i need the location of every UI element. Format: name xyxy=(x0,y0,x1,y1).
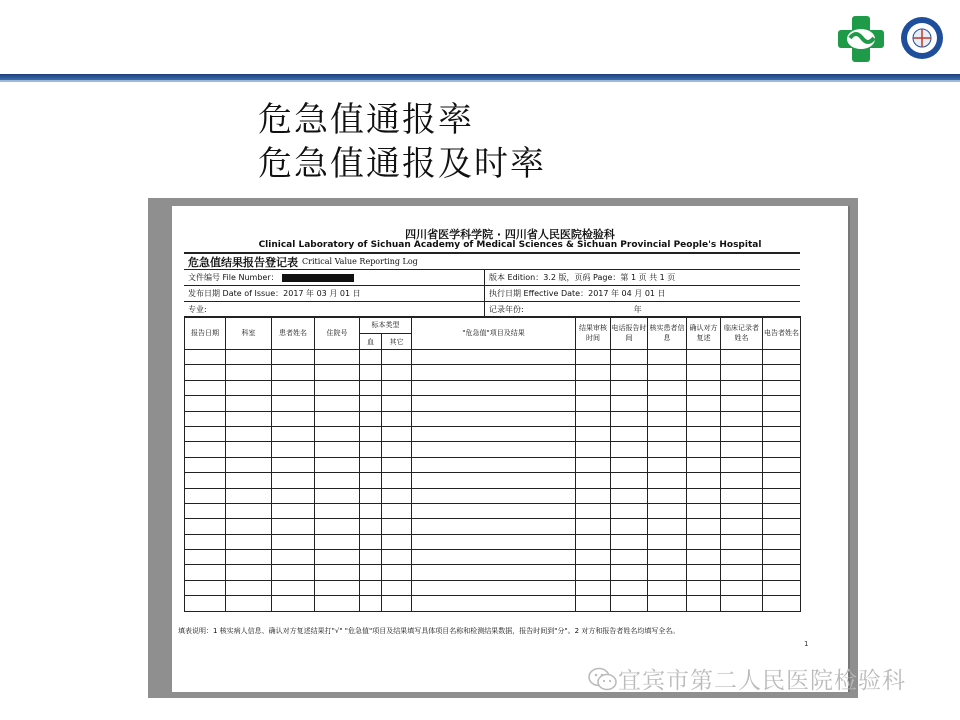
table-cell xyxy=(226,411,272,426)
table-cell xyxy=(315,580,360,595)
table-cell xyxy=(360,426,382,441)
table-cell xyxy=(382,473,412,488)
table-row xyxy=(185,426,801,441)
table-row xyxy=(185,473,801,488)
table-cell xyxy=(185,426,226,441)
table-cell xyxy=(185,457,226,472)
table-cell xyxy=(721,534,763,549)
table-cell xyxy=(687,350,721,365)
table-row xyxy=(185,580,801,595)
table-cell xyxy=(687,550,721,565)
table-cell xyxy=(611,442,648,457)
table-cell xyxy=(687,565,721,580)
table-cell xyxy=(226,380,272,395)
table-cell xyxy=(272,565,315,580)
table-cell xyxy=(272,442,315,457)
table-cell xyxy=(687,457,721,472)
form-title-cn: 危急值结果报告登记表 xyxy=(188,255,298,269)
col-report-date: 报告日期 xyxy=(185,317,226,350)
table-row xyxy=(185,503,801,518)
table-cell xyxy=(721,350,763,365)
table-cell xyxy=(611,411,648,426)
col-recorder-name: 临床记录者姓名 xyxy=(721,317,763,350)
col-sample-type: 标本类型 xyxy=(360,317,412,334)
redaction-bar xyxy=(282,274,354,282)
table-cell xyxy=(721,596,763,611)
col-item-result: "危急值"项目及结果 xyxy=(412,317,576,350)
form-info-block xyxy=(184,252,800,318)
col-blood: 血 xyxy=(360,334,382,350)
table-cell xyxy=(315,426,360,441)
table-cell xyxy=(315,519,360,534)
table-cell xyxy=(185,488,226,503)
table-cell xyxy=(763,488,801,503)
table-cell xyxy=(360,350,382,365)
table-cell xyxy=(648,550,687,565)
table-cell xyxy=(382,596,412,611)
table-cell xyxy=(721,411,763,426)
table-cell xyxy=(226,473,272,488)
table-cell xyxy=(272,426,315,441)
table-cell xyxy=(648,503,687,518)
table-cell xyxy=(648,380,687,395)
table-cell xyxy=(272,350,315,365)
table-cell xyxy=(226,488,272,503)
table-row xyxy=(185,350,801,365)
table-cell xyxy=(721,442,763,457)
table-cell xyxy=(360,442,382,457)
table-cell xyxy=(763,580,801,595)
table-cell xyxy=(412,473,576,488)
table-cell xyxy=(721,365,763,380)
wechat-icon xyxy=(588,666,618,692)
table-cell xyxy=(576,380,611,395)
table-cell xyxy=(611,365,648,380)
table-cell xyxy=(648,396,687,411)
table-cell xyxy=(185,365,226,380)
table-cell xyxy=(315,396,360,411)
col-patient-name: 患者姓名 xyxy=(272,317,315,350)
table-cell xyxy=(721,488,763,503)
table-cell xyxy=(412,365,576,380)
table-cell xyxy=(576,519,611,534)
table-cell xyxy=(576,473,611,488)
table-cell xyxy=(611,473,648,488)
table-cell xyxy=(382,534,412,549)
table-cell xyxy=(687,411,721,426)
table-cell xyxy=(648,596,687,611)
table-cell xyxy=(687,519,721,534)
col-verify-info: 核实患者信息 xyxy=(648,317,687,350)
table-cell xyxy=(226,442,272,457)
table-cell xyxy=(721,380,763,395)
issue-date: 发布日期 Date of Issue：2017 年 03 月 01 日 xyxy=(188,289,361,298)
table-cell xyxy=(315,350,360,365)
critical-value-log-table xyxy=(184,316,801,612)
table-cell xyxy=(315,473,360,488)
scanned-form xyxy=(172,206,850,692)
table-cell xyxy=(226,550,272,565)
hospital-logo xyxy=(838,16,884,62)
table-cell xyxy=(360,365,382,380)
table-cell xyxy=(687,473,721,488)
table-cell xyxy=(412,442,576,457)
table-cell xyxy=(412,488,576,503)
table-cell xyxy=(185,442,226,457)
table-cell xyxy=(315,442,360,457)
table-cell xyxy=(648,411,687,426)
table-cell xyxy=(360,519,382,534)
table-cell xyxy=(721,426,763,441)
table-cell xyxy=(360,550,382,565)
table-cell xyxy=(315,534,360,549)
table-cell xyxy=(648,426,687,441)
table-cell xyxy=(226,365,272,380)
table-cell xyxy=(763,473,801,488)
table-row xyxy=(185,534,801,549)
table-cell xyxy=(382,350,412,365)
table-cell xyxy=(611,534,648,549)
table-cell xyxy=(315,503,360,518)
table-row xyxy=(185,365,801,380)
table-cell xyxy=(763,596,801,611)
table-cell xyxy=(185,350,226,365)
table-cell xyxy=(687,580,721,595)
table-cell xyxy=(382,457,412,472)
table-cell xyxy=(611,565,648,580)
form-instructions: 填表说明：1 核实病人信息、确认对方复述结果打"√" "危急值"项目及结果填写具体项目名称和检测结果数据，报告时间到"分"。2 对方和报告者姓名均填写全名。 xyxy=(178,627,680,635)
table-row xyxy=(185,380,801,395)
table-cell xyxy=(648,488,687,503)
university-emblem xyxy=(900,16,944,60)
table-cell xyxy=(763,457,801,472)
table-cell xyxy=(226,426,272,441)
table-cell xyxy=(721,550,763,565)
col-department: 科室 xyxy=(226,317,272,350)
table-cell xyxy=(272,503,315,518)
institution-name-en: Clinical Laboratory of Sichuan Academy of Medical Sciences & Sichuan Provincial People's Hospital xyxy=(258,240,762,250)
title-line-1: 危急值通报率 xyxy=(258,100,474,140)
table-cell xyxy=(648,365,687,380)
table-cell xyxy=(360,488,382,503)
table-cell xyxy=(576,580,611,595)
record-year-label: 记录年份: xyxy=(489,305,524,314)
table-cell xyxy=(226,534,272,549)
table-cell xyxy=(576,396,611,411)
table-cell xyxy=(412,411,576,426)
table-cell xyxy=(315,380,360,395)
table-cell xyxy=(763,519,801,534)
table-cell xyxy=(763,396,801,411)
table-row xyxy=(185,457,801,472)
table-cell xyxy=(611,519,648,534)
table-cell xyxy=(360,457,382,472)
table-cell xyxy=(611,550,648,565)
watermark-text: 宜宾市第二人民医院检验科 xyxy=(618,668,906,694)
table-cell xyxy=(315,550,360,565)
table-cell xyxy=(687,426,721,441)
table-cell xyxy=(648,473,687,488)
table-cell xyxy=(360,565,382,580)
table-cell xyxy=(763,550,801,565)
table-cell xyxy=(360,580,382,595)
table-cell xyxy=(360,473,382,488)
table-cell xyxy=(412,350,576,365)
table-cell xyxy=(185,565,226,580)
table-cell xyxy=(687,503,721,518)
table-cell xyxy=(226,396,272,411)
table-row xyxy=(185,550,801,565)
table-cell xyxy=(412,534,576,549)
table-cell xyxy=(272,488,315,503)
table-cell xyxy=(576,442,611,457)
effective-date: 执行日期 Effective Date：2017 年 04 月 01 日 xyxy=(484,286,800,301)
table-row xyxy=(185,519,801,534)
table-cell xyxy=(687,380,721,395)
table-cell xyxy=(763,534,801,549)
table-cell xyxy=(382,580,412,595)
table-cell xyxy=(648,350,687,365)
form-title-en: Critical Value Reporting Log xyxy=(302,257,418,266)
table-cell xyxy=(272,457,315,472)
table-cell xyxy=(226,350,272,365)
table-cell xyxy=(185,580,226,595)
table-cell xyxy=(611,488,648,503)
slide-title xyxy=(258,98,546,186)
file-number-label: 文件编号 File Number： xyxy=(188,273,279,282)
col-review-time: 结果审核时间 xyxy=(576,317,611,350)
year-char: 年 xyxy=(633,305,642,314)
table-cell xyxy=(576,457,611,472)
table-cell xyxy=(272,365,315,380)
table-cell xyxy=(382,365,412,380)
table-cell xyxy=(315,565,360,580)
table-cell xyxy=(648,519,687,534)
table-cell xyxy=(382,565,412,580)
page-number: 1 xyxy=(804,640,809,648)
table-cell xyxy=(360,396,382,411)
table-row xyxy=(185,411,801,426)
table-cell xyxy=(226,519,272,534)
table-cell xyxy=(412,596,576,611)
table-cell xyxy=(721,565,763,580)
table-cell xyxy=(611,426,648,441)
table-cell xyxy=(648,442,687,457)
table-cell xyxy=(272,596,315,611)
table-cell xyxy=(315,365,360,380)
table-cell xyxy=(360,380,382,395)
table-cell xyxy=(648,580,687,595)
institution-name-cn: 四川省医学科学院 · 四川省人民医院检验科 xyxy=(405,228,615,241)
table-cell xyxy=(382,426,412,441)
table-cell xyxy=(185,534,226,549)
table-cell xyxy=(576,488,611,503)
table-cell xyxy=(382,550,412,565)
table-cell xyxy=(611,380,648,395)
table-cell xyxy=(272,550,315,565)
table-cell xyxy=(687,488,721,503)
table-cell xyxy=(226,457,272,472)
table-cell xyxy=(272,534,315,549)
table-cell xyxy=(648,565,687,580)
table-cell xyxy=(763,350,801,365)
table-cell xyxy=(315,488,360,503)
table-cell xyxy=(611,580,648,595)
table-cell xyxy=(611,596,648,611)
table-cell xyxy=(648,457,687,472)
table-cell xyxy=(360,534,382,549)
table-cell xyxy=(687,534,721,549)
table-cell xyxy=(763,365,801,380)
table-cell xyxy=(360,596,382,611)
table-row xyxy=(185,442,801,457)
table-cell xyxy=(226,580,272,595)
table-cell xyxy=(763,380,801,395)
edition-info: 版本 Edition：3.2 版，页码 Page：第 1 页 共 1 页 xyxy=(484,270,800,285)
table-cell xyxy=(721,580,763,595)
table-cell xyxy=(648,534,687,549)
table-cell xyxy=(576,426,611,441)
table-cell xyxy=(185,550,226,565)
table-cell xyxy=(382,488,412,503)
table-cell xyxy=(763,426,801,441)
table-cell xyxy=(687,596,721,611)
table-cell xyxy=(382,411,412,426)
table-cell xyxy=(360,411,382,426)
table-cell xyxy=(272,473,315,488)
table-cell xyxy=(576,350,611,365)
table-cell xyxy=(763,411,801,426)
table-cell xyxy=(185,519,226,534)
table-cell xyxy=(611,457,648,472)
table-cell xyxy=(272,380,315,395)
table-cell xyxy=(185,596,226,611)
table-cell xyxy=(185,396,226,411)
table-cell xyxy=(611,503,648,518)
table-body xyxy=(185,350,801,612)
col-reporter-name: 电告者姓名 xyxy=(763,317,801,350)
table-cell xyxy=(412,519,576,534)
table-cell xyxy=(721,457,763,472)
table-cell xyxy=(721,519,763,534)
table-cell xyxy=(721,503,763,518)
col-confirm-readback: 确认对方复述 xyxy=(687,317,721,350)
table-cell xyxy=(382,519,412,534)
table-cell xyxy=(763,503,801,518)
table-cell xyxy=(576,596,611,611)
table-cell xyxy=(576,534,611,549)
table-row xyxy=(185,396,801,411)
col-admission-no: 住院号 xyxy=(315,317,360,350)
table-cell xyxy=(185,411,226,426)
table-cell xyxy=(272,519,315,534)
table-cell xyxy=(721,473,763,488)
table-row xyxy=(185,488,801,503)
table-cell xyxy=(412,426,576,441)
table-cell xyxy=(412,457,576,472)
table-cell xyxy=(226,596,272,611)
col-phone-time: 电话报告时间 xyxy=(611,317,648,350)
table-cell xyxy=(226,565,272,580)
watermark xyxy=(588,662,906,695)
table-cell xyxy=(315,457,360,472)
table-cell xyxy=(185,503,226,518)
table-cell xyxy=(226,503,272,518)
table-cell xyxy=(382,503,412,518)
specialty-label: 专业: xyxy=(188,305,207,314)
table-cell xyxy=(412,550,576,565)
table-row xyxy=(185,565,801,580)
table-cell xyxy=(576,365,611,380)
table-cell xyxy=(763,565,801,580)
table-cell xyxy=(272,580,315,595)
table-cell xyxy=(576,565,611,580)
table-cell xyxy=(272,396,315,411)
table-cell xyxy=(721,396,763,411)
table-cell xyxy=(382,442,412,457)
table-cell xyxy=(185,473,226,488)
table-cell xyxy=(382,380,412,395)
table-cell xyxy=(412,565,576,580)
table-cell xyxy=(412,380,576,395)
table-cell xyxy=(687,365,721,380)
title-line-2: 危急值通报及时率 xyxy=(258,144,546,184)
table-cell xyxy=(687,396,721,411)
table-cell xyxy=(382,396,412,411)
table-cell xyxy=(315,596,360,611)
table-cell xyxy=(576,411,611,426)
table-cell xyxy=(763,442,801,457)
table-cell xyxy=(611,350,648,365)
table-cell xyxy=(576,550,611,565)
table-cell xyxy=(185,380,226,395)
table-row xyxy=(185,596,801,611)
table-cell xyxy=(611,396,648,411)
table-cell xyxy=(687,442,721,457)
table-cell xyxy=(360,503,382,518)
table-cell xyxy=(412,503,576,518)
col-other: 其它 xyxy=(382,334,412,350)
table-cell xyxy=(576,503,611,518)
table-cell xyxy=(412,396,576,411)
table-cell xyxy=(412,580,576,595)
table-cell xyxy=(272,411,315,426)
header-band-accent xyxy=(0,80,960,82)
table-cell xyxy=(315,411,360,426)
